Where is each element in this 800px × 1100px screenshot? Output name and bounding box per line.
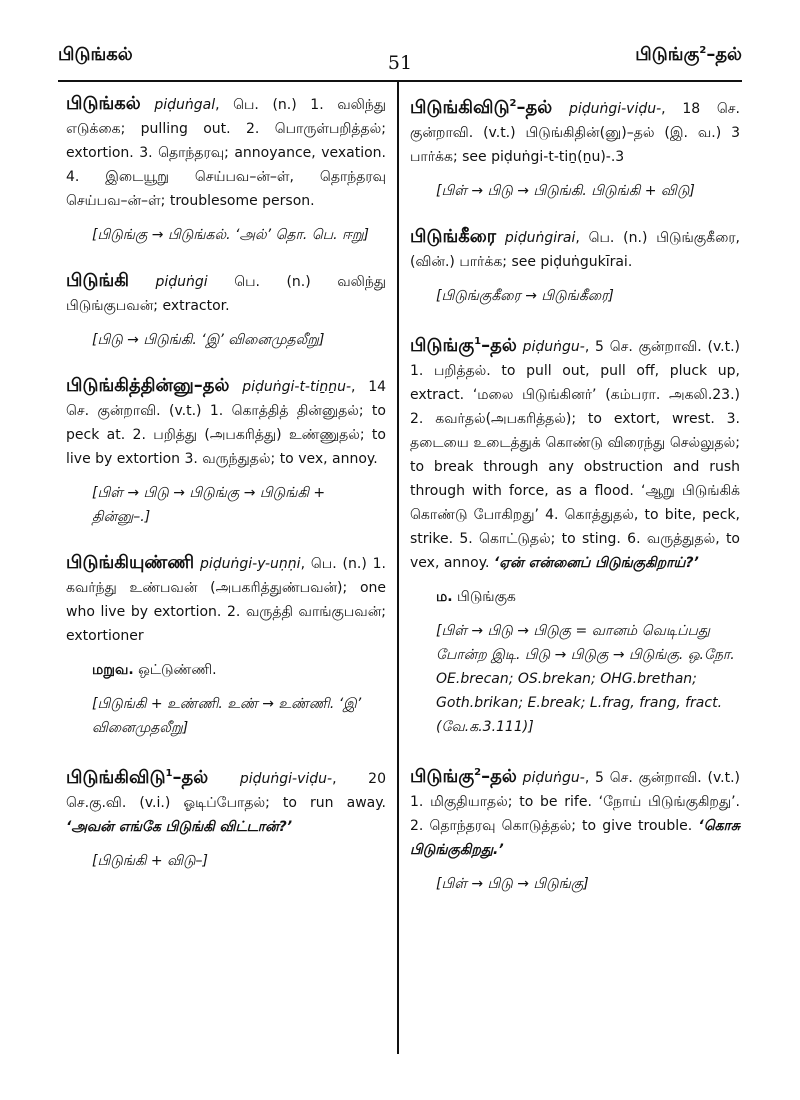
example: ‘ஏன் என்னைப் பிடுங்குகிறாய்?’ [493,555,699,571]
page-number: 51 [387,52,413,74]
definition: , 5 செ. குன்றாவி. (v.t.) 1. பறித்தல். to pull out, pull off, pluck up, extract. ‘மலை பிடுங்கினர்’ (கம்பரா. அகலி.23.) 2. கவர்தல்(அபகரித்தல்); to extort, wrest. 3. தடையை உடைத்துக் கொண்டு விரைந்து செல்லுதல்; to break through any obstruction and rush through with force, as a flood. ‘ஆறு பிடுங்கிக் கொண்டு போகிறது’ 4. கொத்துதல், to bite, peck, strike. 5. கொட்டுதல்; to sting. 6. வருத்துதல், to vex, annoy. [410,339,741,571]
definition: , 14 செ. குன்றாவி. (v.t.) 1. கொத்தித் தின்னுதல்; to peck at. 2. பறித்து (அபகரித்து) உண்ணுதல்; to live by extortion 3. வருந்துதல்; to vex, annoy. [66,379,387,467]
definition: , 5 செ. குன்றாவி. (v.t.) 1. மிகுதியாதல்; to be rife. ‘நோய் பிடுங்குகிறது’. 2. தொந்தரவு கொடுத்தல்; to give trouble. [410,770,741,834]
entry-pidungi-t-tinnu [66,374,386,529]
headword-suffix: –தல் [481,766,517,787]
entry-text [66,762,386,839]
etymology: [பிடுங்கி + விடு–] [92,853,208,869]
definition: , பெ. (n.) பிடுங்குகீரை, (வின்.) பார்க்க; see piḍuṅgukīrai. [410,230,740,270]
headword: பிடுங்கி [66,270,129,291]
headword [66,767,208,788]
entry-text [66,374,386,471]
etymology: [பிள் → பிடு → பிடுங்கு → பிடுங்கி + தின்னு–.] [92,485,326,525]
left-column [66,92,386,895]
right-column [410,92,740,918]
headword-suffix: –தல் [172,767,209,788]
transliteration: piḍuṅgirai [504,230,576,246]
entry-pidungu-1 [410,330,740,739]
related-word [436,585,740,609]
etymology: [பிடுங்கி + உண்ணி. உண் → உண்ணி. ‘இ’ வினைமுதலீறு] [92,696,362,736]
related-word [92,658,386,682]
etymology: [பிள் → பிடு → பிடுங்கி. பிடுங்கி + விடு] [436,183,695,199]
entry-pidungi [66,269,386,352]
entry-pidungirai [410,225,740,308]
entry-pidungal [66,92,386,247]
headword [410,766,517,787]
entry-text [410,761,740,862]
definition: , 18 செ. குன்றாவி. (v.t.) பிடுங்கிதின்(னு)–தல் (இ. வ.) 3 பார்க்க; see piḍuṅgi-t-tiṉ(ṉu)-.3 [410,101,741,165]
header-right-guide-word [635,44,742,67]
headword-suffix: –தல் [481,335,517,356]
definition: , பெ. (n.) 1. வலிந்து எடுக்கை; pulling out. 2. பொருள்பறித்தல்; extortion. 3. தொந்தரவு; annoyance, vexation. 4. இடையூறு செய்பவ–ன்–ள், தொந்தரவு செய்பவ–ன்–ள்; troublesome person. [66,97,387,209]
related-text: ஒட்டுண்ணி. [133,662,217,678]
header-right-suffix: –தல் [706,44,742,65]
etymology: [பிள் → பிடு → பிடுங்கு] [436,876,589,892]
entry-text [410,330,740,575]
definition: , 20 செ.கு.வி. (v.i.) ஓடிப்போதல்; to run away. [66,771,386,811]
transliteration: piḍuṅgu- [522,339,585,355]
headword: பிடுங்கல் [66,93,141,114]
headword-stem: பிடுங்கு [410,335,475,356]
entry-text [410,92,740,169]
headword: பிடுங்கியுண்ணி [66,552,195,573]
transliteration: piḍuṅgi [155,274,208,290]
column-divider [397,82,399,1054]
definition: , பெ. (n.) 1. கவர்ந்து உண்பவன் (அபகரித்துண்பவன்); one who live by extortion. 2. வருத்தி வாங்குபவன்; extortioner [66,556,387,644]
header-right-word: பிடுங்கு [635,44,700,65]
transliteration: piḍuṅgal [154,97,216,113]
etymology: [பிடுங்குகீரை → பிடுங்கீரை] [436,288,614,304]
headword-stem: பிடுங்கு [410,766,475,787]
definition: பெ. (n.) வலிந்து பிடுங்குபவன்; extractor. [66,274,386,314]
related-text: பிடுங்குக [452,589,516,605]
transliteration: piḍuṅgi-y-uṇṇi [199,556,301,572]
headword: பிடுங்கீரை [410,226,497,247]
entry-pidungi-y-unni [66,551,386,740]
etymology: [பிடுங்கு → பிடுங்கல். ‘அல்’ தொ. பெ. ஈறு] [92,227,369,243]
homonym-number: 1 [474,336,482,347]
etymology: [பிடு → பிடுங்கி. ‘இ’ வினைமுதலீறு] [92,332,325,348]
related-label: மறுவ. [92,662,134,678]
entry-pidungi-vidu-2 [410,92,740,203]
headword: பிடுங்கித்தின்னு–தல் [66,375,230,396]
etymology: [பிள் → பிடு → பிடுகு = வானம் வெடிப்பது போன்ற இடி. பிடு → பிடுகு → பிடுங்கு. ஒ.நோ. OE.brecan; OS.brekan; OHG.brethan; Goth.brikan; E.break; L.frag, frang, fract. (வே.க.3.111)] [436,623,735,735]
header-rule [58,80,742,82]
entry-text [66,551,386,648]
page-header [58,44,742,74]
header-left-guide-word: பிடுங்கல் [58,44,133,65]
transliteration: piḍuṅgi-viḍu- [568,101,662,117]
entry-pidungu-2 [410,761,740,896]
example: ‘அவன் எங்கே பிடுங்கி விட்டான்?’ [66,819,293,835]
headword-stem: பிடுங்கிவிடு [66,767,166,788]
entry-text [66,92,386,213]
entry-text [410,225,740,274]
headword-stem: பிடுங்கிவிடு [410,97,510,118]
headword-suffix: –தல் [516,97,553,118]
headword [410,335,517,356]
transliteration: piḍuṅgu- [522,770,585,786]
header-right-sup: 2 [699,45,707,56]
entry-text [66,269,386,318]
homonym-number: 1 [165,768,173,779]
example: ‘கொசு பிடுங்குகிறது.’ [410,818,741,858]
transliteration: piḍuṅgi-viḍu- [239,771,333,787]
related-label: ம. [436,589,453,605]
headword [410,97,552,118]
transliteration: piḍuṅgi-t-tiṉṉu- [242,379,352,395]
homonym-number: 2 [474,767,482,778]
homonym-number: 2 [509,98,517,109]
entry-pidungi-vidu-1 [66,762,386,873]
